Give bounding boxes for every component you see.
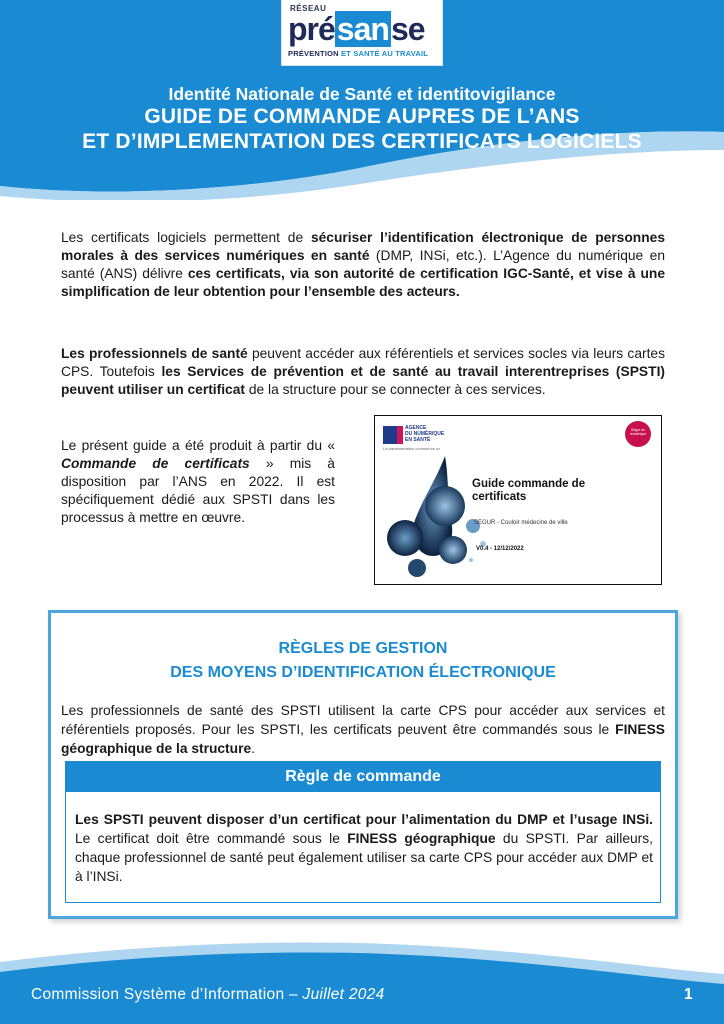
intro-p1-text-a: Les certificats logiciels permettent de: [61, 230, 311, 245]
intro-p1-bold-b: sécuriser l’identification électronique de personnes morales à des services numériques en santé: [61, 230, 665, 263]
document-title-line-2: ET D’IMPLEMENTATION DES CERTIFICATS LOGICIELS: [82, 130, 642, 153]
order-rule-bold-c: FINESS géographique: [347, 831, 496, 846]
intro-p2-text-b: peuvent accéder aux référentiels et services socles via leurs cartes CPS. Toutefois: [61, 346, 665, 379]
cover-segur-badge-label: Ségur du numérique: [629, 428, 647, 436]
order-rule-text-d: du SPSTI. Par ailleurs, chaque professionnel de santé peut également utiliser sa carte CPS pour accéder aux DMP et à l’INSi.: [75, 831, 653, 884]
logo-network-label: RÉSEAU: [290, 4, 327, 13]
intro-p2-bold-a: Les professionnels de santé: [61, 346, 248, 361]
logo-wordmark: [288, 13, 425, 45]
guide-p3-text-c: » mis à disposition par l’ANS en 2022. Il est spécifiquement dédié aux SPSTI dans les processus à mettre en œuvre.: [61, 456, 335, 525]
document-title-block: [0, 84, 724, 154]
cover-ans-tagline: La transformation commence ici: [383, 446, 440, 451]
rules-paragraph: [61, 701, 665, 758]
cover-title: [472, 478, 585, 504]
logo-part-1: pré: [288, 11, 335, 47]
rules-para-text-a: Les professionnels de santé des SPSTI utilisent la carte CPS pour accéder aux services et référentiels proposés. Pour les SPSTI, les certificats peuvent être commandés sous le: [61, 703, 665, 737]
rules-para-bold: FINESS géographique de la structure: [61, 722, 665, 756]
cover-circle-4: [408, 559, 426, 577]
rules-title-line-1: RÈGLES DE GESTION: [278, 640, 448, 657]
presanse-logo: [281, 0, 443, 66]
order-rule-bold-a: Les SPSTI peuvent disposer d’un certificat pour l’alimentation du DMP et l’usage INSi.: [75, 812, 653, 827]
logo-tagline: [288, 49, 428, 58]
cover-ans-line-2: DU NUMÉRIQUE: [405, 431, 445, 437]
order-rule-body: [75, 810, 653, 886]
cover-circle-2: [387, 520, 423, 556]
guide-p3-bold-italic: Commande de certificats: [61, 456, 250, 471]
cover-ans-name: [405, 425, 444, 443]
cover-circle-3: [439, 536, 467, 564]
cover-title-line-2: certificats: [472, 491, 527, 503]
footer-label: [31, 986, 385, 1004]
intro-paragraph-1: [61, 229, 665, 301]
cover-dot-2: [469, 558, 473, 562]
cover-title-line-1: Guide commande de: [472, 478, 586, 490]
order-rule-heading: Règle de commande: [66, 762, 660, 792]
rules-title-line-2: DES MOYENS D’IDENTIFICATION ÉLECTRONIQUE: [170, 664, 556, 681]
footer-date: Juillet 2024: [302, 986, 385, 1003]
intro-p1-text-c: (DMP, INSi, etc.). L’Agence du numérique en santé (ANS) délivre: [61, 248, 665, 281]
cover-ans-line-3: EN SANTÉ: [405, 437, 431, 443]
page-number: 1: [684, 986, 693, 1003]
cover-ans-mark: [383, 426, 397, 444]
document-title-line-1: GUIDE DE COMMANDE AUPRES DE L’ANS: [144, 105, 580, 128]
rules-section: [48, 610, 678, 919]
logo-part-2: san: [336, 11, 389, 47]
intro-p2-text-d: de la structure pour se connecter à ces services.: [245, 382, 546, 397]
cover-version: V0.4 - 12/12/2022: [476, 546, 524, 552]
cover-subtitle: SEGUR - Couloir médecine de ville: [474, 520, 568, 526]
logo-tagline-a: PRÉVENTION: [288, 49, 342, 58]
intro-paragraph-2: [61, 345, 665, 399]
footer-banner: [0, 940, 724, 1024]
rules-para-text-c: .: [251, 741, 255, 756]
guide-p3-text-a: Le présent guide a été produit à partir du «: [61, 438, 335, 453]
cover-ans-mark-accent: [397, 426, 403, 444]
cover-ans-line-1: AGENCE: [405, 425, 427, 431]
footer-commission: Commission Système d’Information –: [31, 986, 303, 1003]
order-rule-box: [65, 761, 661, 903]
cover-circle-1: [425, 486, 465, 526]
guide-origin-paragraph: [61, 437, 335, 527]
rules-section-title: [51, 637, 675, 685]
logo-tagline-b: ET SANTÉ AU TRAVAIL: [341, 49, 429, 58]
guide-cover-thumbnail: [374, 415, 662, 585]
intro-p1-bold-d: ces certificats, via son autorité de certification IGC-Santé, et vise à une simplification de leur obtention pour l’ensemble des acteurs.: [61, 266, 665, 299]
intro-p2-bold-c: les Services de prévention et de santé au travail interentreprises (SPSTI) peuvent utiliser un certificat: [61, 364, 665, 397]
order-rule-text-b: Le certificat doit être commandé sous le: [75, 831, 348, 846]
document-subtitle: Identité Nationale de Santé et identitovigilance: [168, 84, 556, 104]
logo-part-3: se: [390, 11, 425, 47]
